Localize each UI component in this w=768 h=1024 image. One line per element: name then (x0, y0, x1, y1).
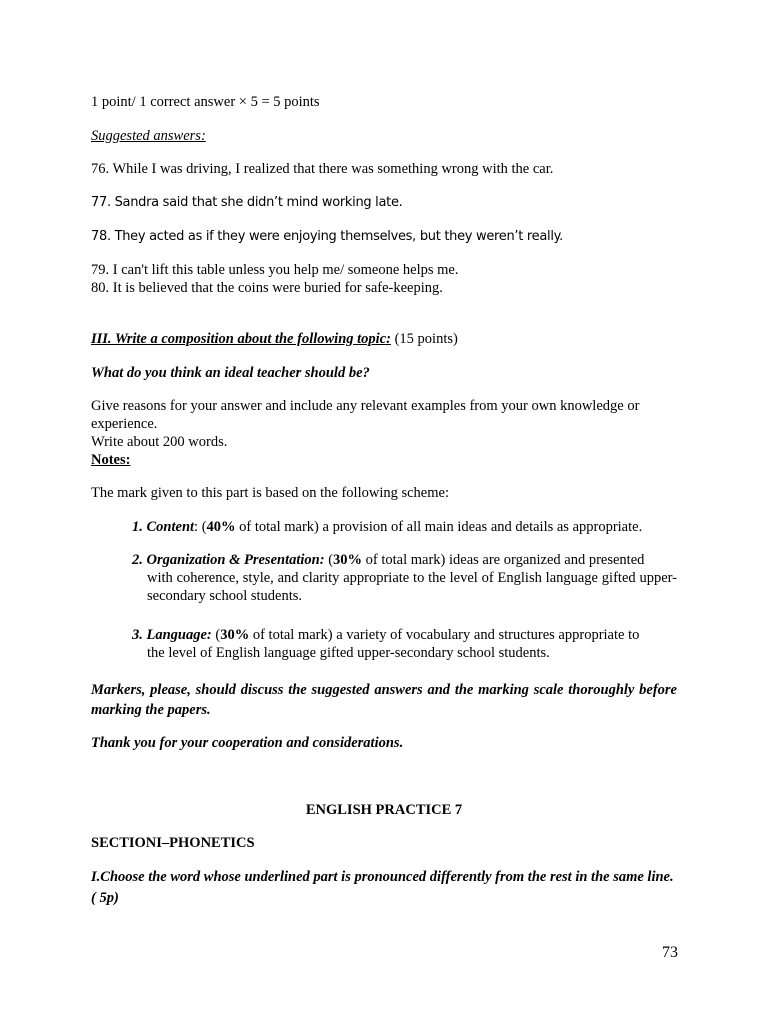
criterion-percent: 40% (206, 519, 236, 535)
part3-points: (15 points) (390, 331, 458, 347)
notes-label: Notes: (91, 452, 131, 468)
criterion-percent: 30% (220, 627, 250, 643)
criterion-organization (132, 551, 677, 605)
criterion-label: 2. Organization & Presentation: (132, 552, 325, 568)
scoring-line: 1 point/ 1 correct answer × 5 = 5 points (91, 94, 320, 110)
scheme-intro: The mark given to this part is based on the following scheme: (91, 485, 449, 501)
suggested-answers-heading: Suggested answers: (91, 128, 206, 144)
criterion-description: of total mark) ideas are organized and presented (362, 552, 645, 568)
section-title: SECTIONI–PHONETICS (91, 835, 255, 851)
answer-79: 79. I can't lift this table unless you help me/ someone helps me. (91, 262, 459, 278)
criterion-language (132, 626, 677, 662)
criterion-description: of total mark) a provision of all main ideas and details as appropriate. (235, 519, 643, 535)
answer-77: 77. Sandra said that she didn’t mind working late. (91, 195, 403, 210)
composition-instructions: Give reasons for your answer and include any relevant examples from your own knowledge or experience. (91, 398, 640, 432)
criterion-description-cont: with coherence, style, and clarity appropriate to the level of English language gifted upper-secondary school students. (147, 570, 677, 604)
markers-note: Markers, please, should discuss the suggested answers and the marking scale thoroughly before marking the papers. (91, 682, 677, 718)
page-number: 73 (662, 944, 678, 961)
criterion-description: of total mark) a variety of vocabulary and structures appropriate to (249, 627, 640, 643)
criterion-sep: : ( (194, 519, 207, 535)
criterion-percent: 30% (333, 552, 363, 568)
criterion-sep: ( (211, 627, 221, 643)
practice-title: ENGLISH PRACTICE 7 (305, 802, 463, 818)
part3-heading: III. Write a composition about the following topic: (91, 331, 391, 347)
thanks-line: Thank you for your cooperation and considerations. (91, 735, 404, 751)
section-instruction: I.Choose the word whose underlined part is pronounced differently from the rest in the same line.( 5p) (91, 869, 674, 906)
composition-question: What do you think an ideal teacher should be? (91, 365, 370, 381)
answer-76: 76. While I was driving, I realized that there was something wrong with the car. (91, 161, 554, 177)
answer-80: 80. It is believed that the coins were buried for safe-keeping. (91, 280, 443, 296)
answer-78: 78. They acted as if they were enjoying themselves, but they weren’t really. (91, 229, 564, 244)
criterion-label: 1. Content (132, 519, 195, 535)
part3-heading-line (91, 330, 677, 348)
word-count-instruction: Write about 200 words. (91, 434, 228, 450)
criterion-sep: ( (324, 552, 334, 568)
criterion-content (132, 518, 677, 536)
criterion-description-cont: the level of English language gifted upper-secondary school students. (147, 645, 550, 661)
criterion-label: 3. Language: (132, 627, 212, 643)
